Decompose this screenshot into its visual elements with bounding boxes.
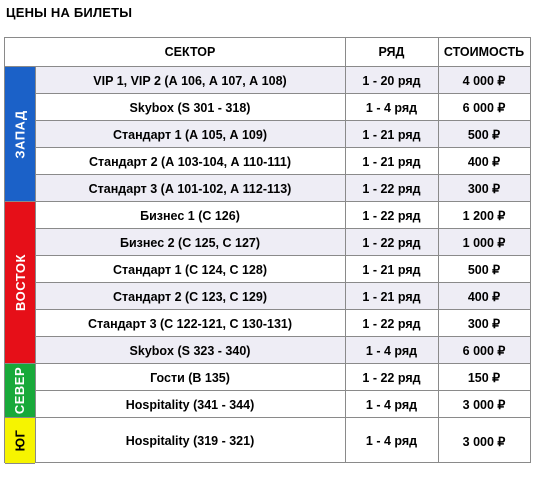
sector-cell: Hospitality (319 - 321) — [125, 434, 255, 448]
price-cell: 4 000 ₽ — [462, 74, 506, 88]
sector-cell: VIP 1, VIP 2 (А 106, А 107, А 108) — [93, 73, 287, 88]
sector-cell: Стандарт 3 (С 122-121, С 130-131) — [87, 316, 293, 331]
table-row — [35, 121, 530, 148]
header-row: РЯД — [378, 45, 405, 59]
row-range-cell: 1 - 20 ряд — [362, 73, 421, 88]
row-range-cell: 1 - 4 ряд — [365, 434, 418, 448]
price-cell: 6 000 ₽ — [462, 101, 506, 115]
price-cell: 3 000 ₽ — [462, 398, 506, 412]
sector-cell: Стандарт 1 (А 105, А 109) — [112, 127, 267, 142]
table-row — [35, 256, 530, 283]
price-cell: 3 000 ₽ — [462, 434, 506, 449]
sector-cell: Skybox (S 323 - 340) — [129, 343, 251, 358]
row-range-cell: 1 - 4 ряд — [365, 343, 418, 358]
row-range-cell: 1 - 22 ряд — [362, 181, 421, 196]
zone-label-1 — [5, 202, 35, 364]
zone-name: ЮГ — [12, 429, 28, 452]
header-sector: СЕКТОР — [164, 45, 216, 59]
price-cell: 500 ₽ — [467, 263, 501, 277]
price-cell: 1 000 ₽ — [462, 236, 506, 250]
price-cell: 300 ₽ — [467, 182, 501, 196]
price-cell: 500 ₽ — [467, 128, 501, 142]
table-row — [35, 148, 530, 175]
ticket-price-table — [4, 37, 531, 463]
sector-cell: Стандарт 1 (С 124, С 128) — [112, 262, 267, 277]
zone-label-2 — [5, 364, 35, 418]
table-row — [35, 364, 530, 391]
zone-label-0 — [5, 67, 35, 202]
page-title: ЦЕНЫ НА БИЛЕТЫ — [6, 5, 133, 20]
table-row — [35, 310, 530, 337]
sector-cell: Гости (В 135) — [150, 370, 230, 385]
price-cell: 300 ₽ — [467, 317, 501, 331]
price-cell: 6 000 ₽ — [462, 344, 506, 358]
header-price: СТОИМОСТЬ — [443, 45, 525, 59]
row-range-cell: 1 - 4 ряд — [365, 397, 418, 412]
sector-cell: Skybox (S 301 - 318) — [129, 100, 251, 115]
sector-cell: Стандарт 3 (А 101-102, А 112-113) — [88, 181, 292, 196]
sector-cell: Hospitality (341 - 344) — [125, 397, 255, 412]
table-row — [35, 94, 530, 121]
row-range-cell: 1 - 21 ряд — [362, 154, 421, 169]
table-row — [35, 202, 530, 229]
row-range-cell: 1 - 21 ряд — [362, 262, 421, 277]
price-cell: 400 ₽ — [467, 290, 501, 304]
row-range-cell: 1 - 22 ряд — [362, 235, 421, 250]
row-range-cell: 1 - 22 ряд — [362, 316, 421, 331]
zone-name: СЕВЕР — [12, 366, 28, 415]
row-range-cell: 1 - 22 ряд — [362, 370, 421, 385]
column-divider-sector-row — [345, 38, 346, 462]
zone-column-divider — [35, 66, 36, 462]
price-cell: 400 ₽ — [467, 155, 501, 169]
sector-cell: Стандарт 2 (С 123, С 129) — [112, 289, 267, 304]
table-row — [35, 418, 530, 464]
price-cell: 150 ₽ — [467, 371, 501, 385]
row-range-cell: 1 - 4 ряд — [365, 100, 418, 115]
table-row — [35, 175, 530, 202]
zone-name: ЗАПАД — [12, 109, 28, 159]
sector-cell: Бизнес 1 (С 126) — [140, 208, 240, 223]
table-header — [5, 38, 530, 66]
column-divider-row-price — [438, 38, 439, 462]
table-row — [35, 337, 530, 364]
sector-cell: Стандарт 2 (А 103-104, А 110-111) — [89, 154, 291, 169]
zone-label-3 — [5, 418, 35, 464]
price-cell: 1 200 ₽ — [462, 209, 506, 223]
row-range-cell: 1 - 22 ряд — [362, 208, 421, 223]
sector-cell: Бизнес 2 (С 125, С 127) — [119, 235, 261, 250]
table-row — [35, 67, 530, 94]
row-range-cell: 1 - 21 ряд — [362, 127, 421, 142]
table-row — [35, 283, 530, 310]
table-row — [35, 229, 530, 256]
zone-name: ВОСТОК — [12, 254, 28, 311]
row-range-cell: 1 - 21 ряд — [362, 289, 421, 304]
table-row — [35, 391, 530, 418]
